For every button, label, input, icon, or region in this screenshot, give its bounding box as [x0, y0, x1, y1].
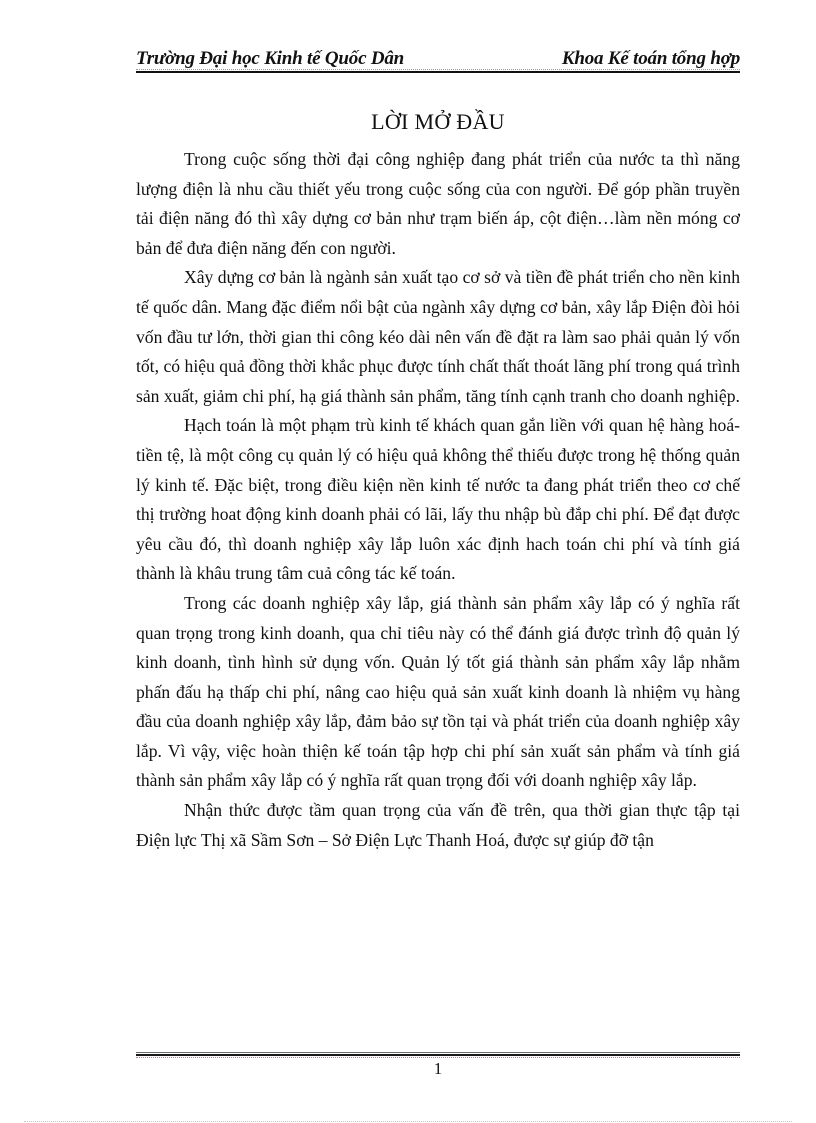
footer-rule-thin	[136, 1052, 740, 1053]
page-number: 1	[433, 1059, 443, 1078]
paragraph: Trong cuộc sống thời đại công nghiệp đang phát triển của nước ta thì năng lượng điện là nhu cầu thiết yếu trong cuộc sống của con người. Để góp phần truyền tải điện năng đó thì xây dựng cơ bản như trạm biến áp, cột điện…làm nền móng cơ bản để đưa điện năng đến con người.	[136, 149, 740, 258]
document-title: LỜI MỞ ĐẦU	[371, 109, 505, 134]
paragraph: Xây dựng cơ bản là ngành sản xuất tạo cơ sở và tiền đề phát triển cho nền kinh tế quốc dân. Mang đặc điểm nổi bật của ngành xây dựng cơ bản, xây lắp Điện đòi hỏi vốn đầu tư lớn, thời gian thi công kéo dài nên vấn đề đặt ra làm sao phải quản lý vốn tốt, có hiệu quả đồng thời khắc phục được tính chất thất thoát lãng phí trong quá trình sản xuất, giảm chi phí, hạ giá thành sản phẩm, tăng tính cạnh tranh cho doanh nghiệp.	[136, 267, 740, 406]
running-header	[136, 46, 740, 70]
paragraph: Hạch toán là một phạm trù kinh tế khách quan gắn liền với quan hệ hàng hoá- tiền tệ, là một công cụ quản lý có hiệu quả không thể thiếu được trong hệ thống quản lý kinh tế. Đặc biệt, trong điều kiện nền kinh tế nước ta đang phát triển theo cơ chế thị trường hoat động kinh doanh phải có lãi, lấy thu nhập bù đắp chi phí. Để đạt được yêu cầu đó, thì doanh nghiệp xây lắp luôn xác định hach toán chi phí và tính giá thành là khâu trung tâm cuả công tác kế toán.	[136, 415, 740, 584]
paragraph: Nhận thức được tầm quan trọng của vấn đề trên, qua thời gian thực tập tại Điện lực Thị xã Sầm Sơn – Sở Điện Lực Thanh Hoá, được sự giúp đỡ tận	[136, 800, 740, 850]
header-university: Trường Đại học Kinh tế Quốc Dân	[136, 48, 405, 69]
page-bottom-edge	[24, 1121, 792, 1122]
footer-dotted-rule	[136, 1057, 740, 1058]
footer-rule-thick	[136, 1054, 740, 1056]
paragraph: Trong các doanh nghiệp xây lắp, giá thành sản phẩm xây lắp có ý nghĩa rất quan trọng trong kinh doanh, qua chỉ tiêu này có thể đánh giá được trình độ quản lý kinh doanh, tình hình sử dụng vốn. Quản lý tốt giá thành sản phẩm xây lắp nhằm phấn đấu hạ thấp chi phí, nâng cao hiệu quả sản xuất kinh doanh là nhiệm vụ hàng đầu của doanh nghiệp xây lắp, đảm bảo sự tồn tại và phát triển của doanh nghiệp xây lắp. Vì vậy, việc hoàn thiện kế toán tập hợp chi phí sản xuất sản phẩm và tính giá thành sản phẩm xây lắp có ý nghĩa rất quan trọng đối với doanh nghiệp xây lắp.	[136, 592, 740, 791]
header-underline	[136, 71, 740, 73]
body-text	[136, 145, 740, 855]
header-dotted-rule	[136, 69, 740, 70]
header-faculty: Khoa Kế toán tổng hợp	[561, 48, 740, 69]
